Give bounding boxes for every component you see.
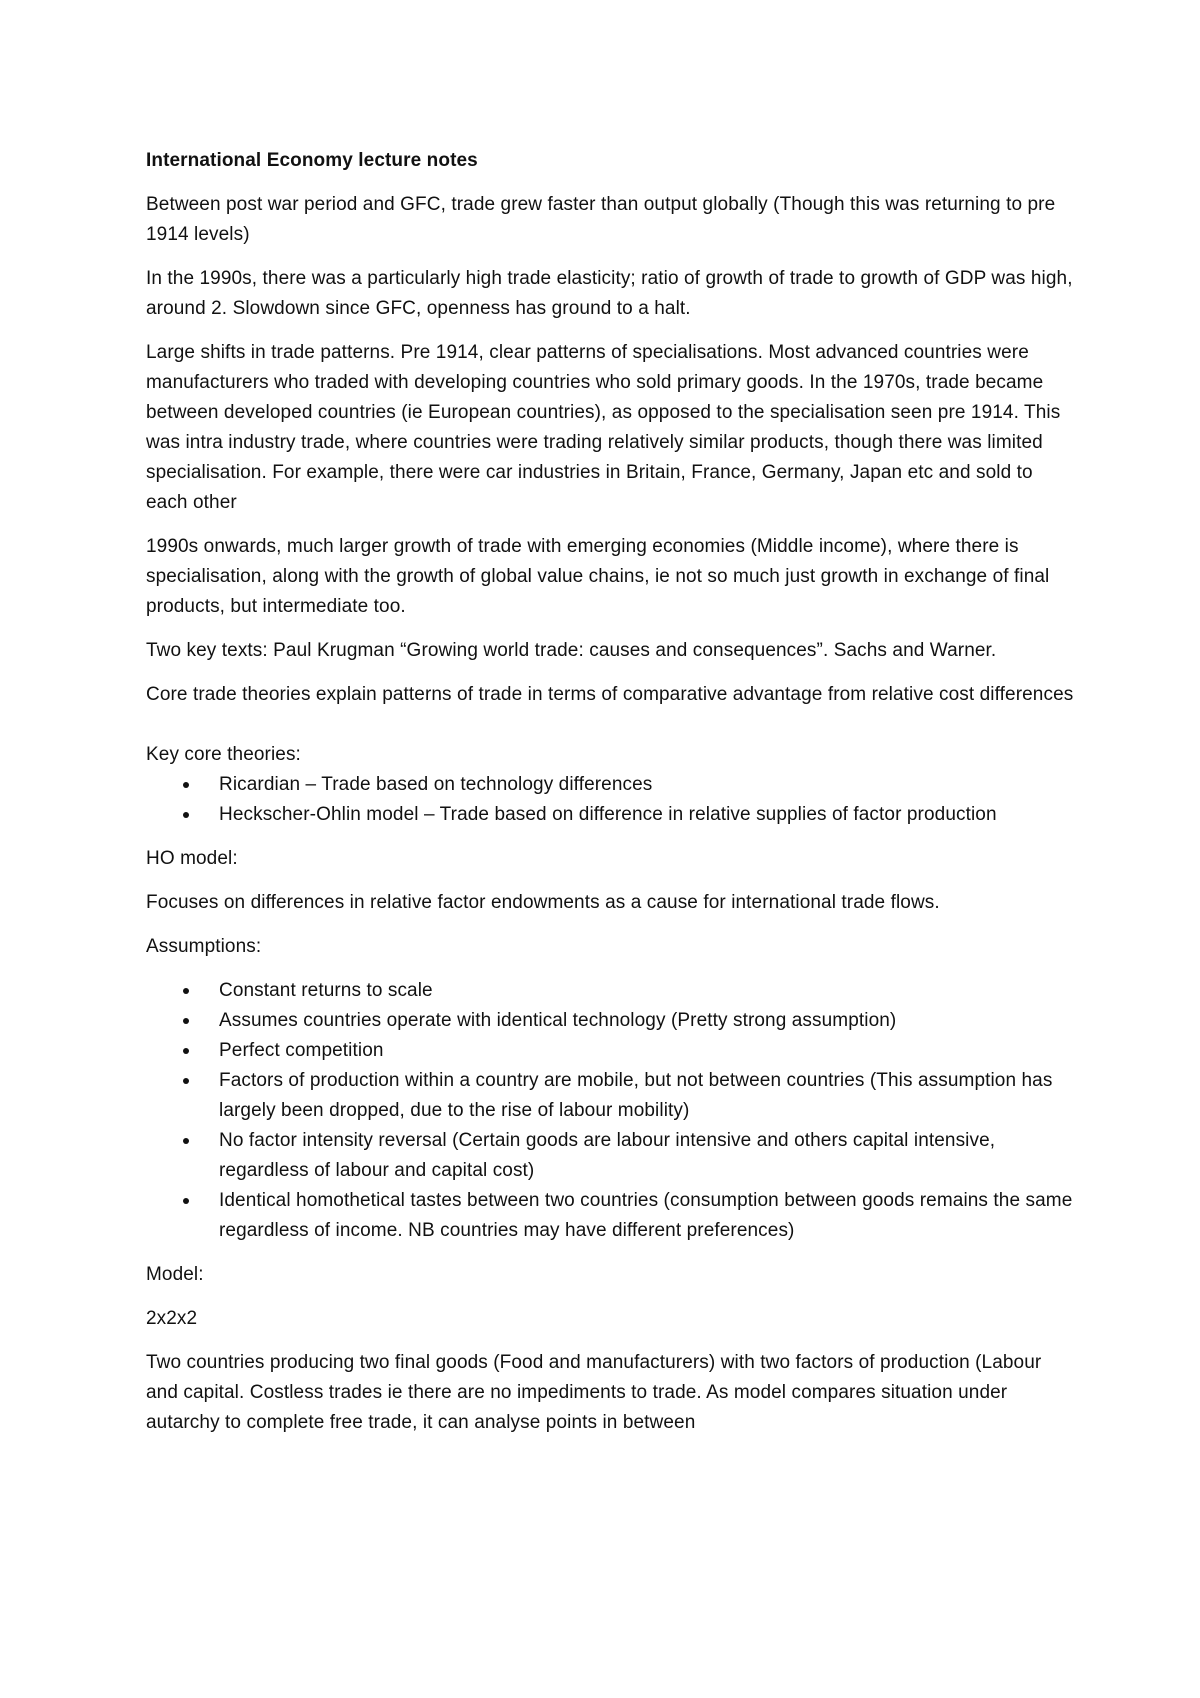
model-text: Two countries producing two final goods (Food and manufacturers) with two factors of production (Labour and capital. Costless trades ie there are no impediments to trade. As model compares situation under autarchy to complete free trade, it can analyse points in between	[146, 1352, 1042, 1433]
assumptions-heading: Assumptions:	[146, 936, 262, 957]
model-label: 2x2x2	[146, 1308, 198, 1329]
list-item-text: Heckscher-Ohlin model – Trade based on difference in relative supplies of factor production	[219, 804, 997, 825]
list-item-text: Factors of production within a country are mobile, but not between countries (This assumption has largely been dropped, due to the rise of labour mobility)	[219, 1070, 1053, 1121]
list-item	[146, 770, 1076, 800]
list-item-text: Ricardian – Trade based on technology differences	[219, 774, 653, 795]
paragraph-key-texts: Two key texts: Paul Krugman “Growing world trade: causes and consequences”. Sachs and Warner.	[146, 640, 997, 661]
bullet-icon	[183, 1018, 189, 1024]
ho-model-text: Focuses on differences in relative factor endowments as a cause for international trade flows.	[146, 892, 940, 913]
model-heading: Model:	[146, 1264, 204, 1285]
paragraph-emerging-economies: 1990s onwards, much larger growth of trade with emerging economies (Middle income), where there is specialisation, along with the growth of global value chains, ie not so much just growth in exchange of final products, but intermediate too.	[146, 536, 1050, 617]
list-item-text: Perfect competition	[219, 1040, 384, 1061]
list-item	[146, 1066, 1076, 1126]
paragraph-trade-growth: Between post war period and GFC, trade grew faster than output globally (Though this was returning to pre 1914 levels)	[146, 194, 1056, 245]
ho-model-heading: HO model:	[146, 848, 238, 869]
list-item-text: No factor intensity reversal (Certain goods are labour intensive and others capital intensive, regardless of labour and capital cost)	[219, 1130, 996, 1181]
list-item	[146, 800, 1076, 830]
bullet-icon	[183, 812, 189, 818]
key-core-theories-heading: Key core theories:	[146, 744, 301, 765]
list-item	[146, 1186, 1076, 1246]
list-item-text: Identical homothetical tastes between two countries (consumption between goods remains the same regardless of income. NB countries may have different preferences)	[219, 1190, 1073, 1241]
list-item	[146, 1126, 1076, 1186]
paragraph-trade-patterns: Large shifts in trade patterns. Pre 1914, clear patterns of specialisations. Most advanced countries were manufacturers who traded with developing countries who sold primary goods. In the 1970s, trade became between developed countries (ie European countries), as opposed to the specialisation seen pre 1914. This was intra industry trade, where countries were trading relatively similar products, though there was limited specialisation. For example, there were car industries in Britain, France, Germany, Japan etc and sold to each other	[146, 342, 1061, 513]
list-item	[146, 976, 1076, 1006]
document-page	[146, 146, 1076, 1452]
paragraph-core-trade-theories: Core trade theories explain patterns of trade in terms of comparative advantage from relative cost differences	[146, 684, 1074, 705]
list-item	[146, 1006, 1076, 1036]
paragraph-trade-elasticity: In the 1990s, there was a particularly high trade elasticity; ratio of growth of trade to growth of GDP was high, around 2. Slowdown since GFC, openness has ground to a halt.	[146, 268, 1073, 319]
key-core-theories-list	[146, 770, 1076, 830]
list-item-text: Constant returns to scale	[219, 980, 433, 1001]
document-title: International Economy lecture notes	[146, 150, 478, 171]
bullet-icon	[183, 988, 189, 994]
bullet-icon	[183, 1138, 189, 1144]
assumptions-list	[146, 976, 1076, 1246]
bullet-icon	[183, 1078, 189, 1084]
blank-line	[146, 710, 1076, 740]
bullet-icon	[183, 1198, 189, 1204]
bullet-icon	[183, 1048, 189, 1054]
list-item	[146, 1036, 1076, 1066]
bullet-icon	[183, 782, 189, 788]
list-item-text: Assumes countries operate with identical technology (Pretty strong assumption)	[219, 1010, 897, 1031]
